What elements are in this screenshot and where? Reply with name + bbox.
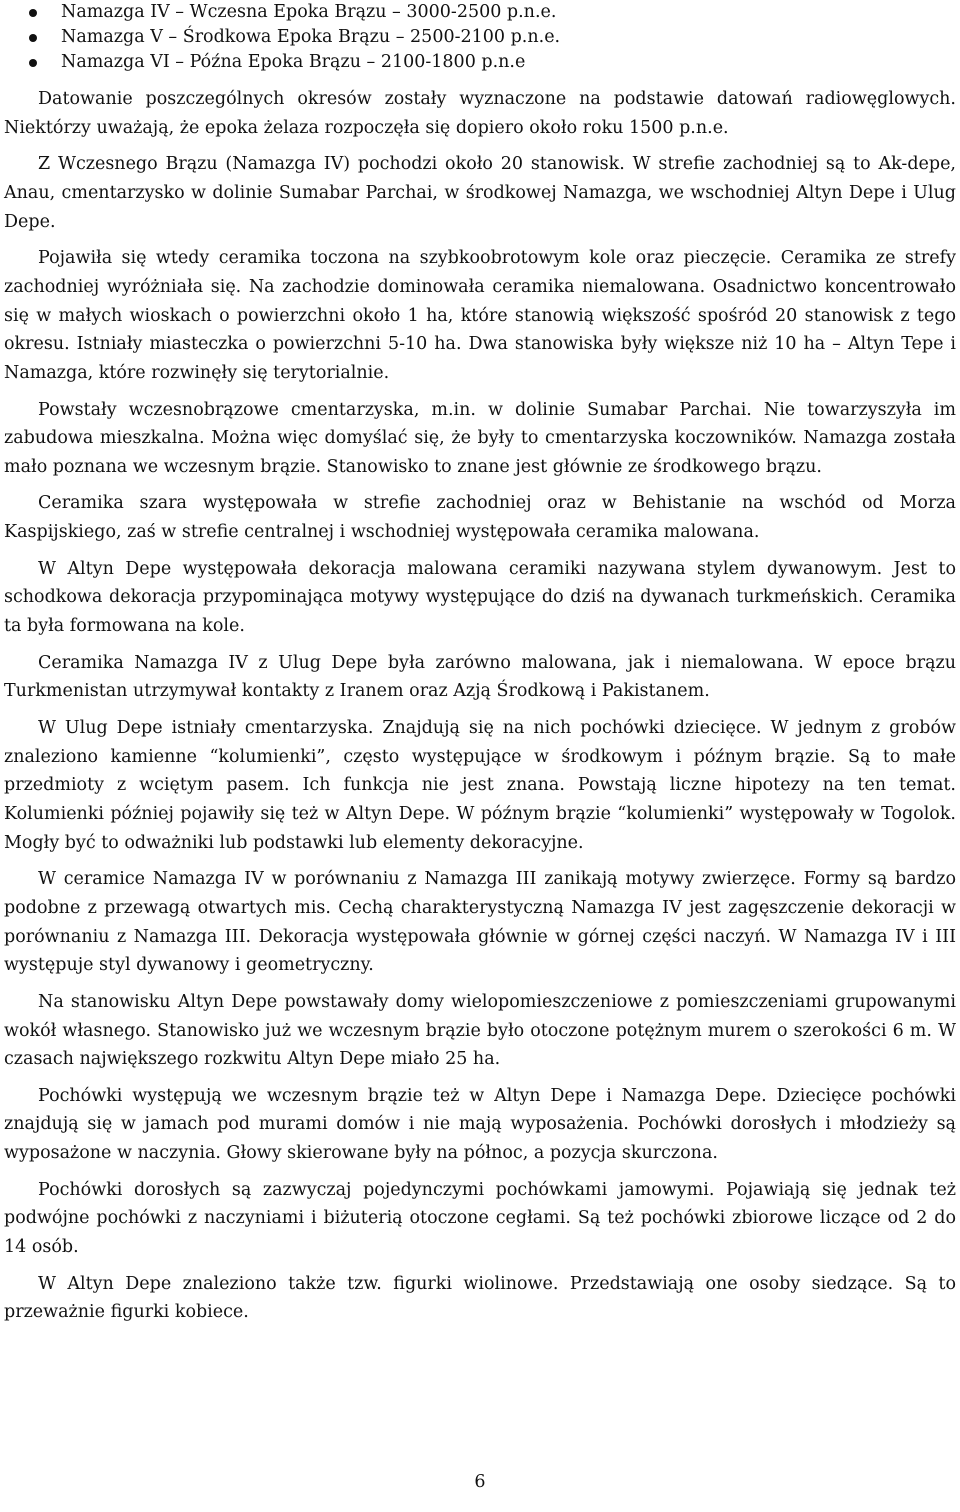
paragraph: Ceramika szara występowała w strefie zachodniej oraz w Behistanie na wschód od Morza Kaspijskiego, zaś w strefie centralnej i wschodniej występowała ceramika malowana.: [4, 493, 956, 543]
paragraph: W Altyn Depe występowała dekoracja malowana ceramiki nazywana stylem dywanowym. Jest to schodkowa dekoracja przypominająca motywy występujące do dziś na dywanach turkmeńskich. Ceramika ta była formowana na kole.: [4, 558, 956, 637]
paragraph: W Ulug Depe istniały cmentarzyska. Znajdują się na nich pochówki dziecięce. W jednym z grobów znaleziono kamienne “kolumienki”, często występujące w środkowym i późnym brązie. Są to małe przedmioty z wciętym pasem. Ich funkcja nie jest znana. Powstają liczne hipotezy na ten temat. Kolumienki później pojawiły się też w Altyn Depe. W późnym brązie “kolumienki” występowały w Togolok. Mogły być to odważniki lub podstawki lub elementy dekoracyjne.: [4, 718, 956, 853]
list-item: Namazga IV – Wczesna Epoka Brązu – 3000-2500 p.n.e.: [4, 0, 956, 25]
paragraph: Ceramika Namazga IV z Ulug Depe była zarówno malowana, jak i niemalowana. W epoce brązu Turkmenistan utrzymywał kontakty z Iranem oraz Azją Środkową i Pakistanem.: [4, 652, 956, 702]
paragraph: Powstały wczesnobrązowe cmentarzyska, m.in. w dolinie Sumabar Parchai. Nie towarzyszyła im zabudowa mieszkalna. Można więc domyślać się, że były to cmentarzyska koczowników. Namazga została mało poznana we wczesnym brązie. Stanowisko to znane jest głównie ze środkowego brązu.: [4, 399, 956, 477]
paragraph: Pochówki dorosłych są zazwyczaj pojedynczymi pochówkami jamowymi. Pojawiają się jednak też podwójne pochówki z naczyniami i biżuterią otoczone cegłami. Są też pochówki zbiorowe liczące od 2 do 14 osób.: [4, 1179, 956, 1258]
document-page: [4, 0, 956, 1335]
paragraph: W ceramice Namazga IV w porównaniu z Namazga III zanikają motywy zwierzęce. Formy są bardzo podobne z przewagą otwartych mis. Cechą charakterystyczną Namazga IV jest zagęszczenie dekoracji w porównaniu z Namazga III. Dekoracja występowała głównie w górnej części naczyń. W Namazga IV i III występuje styl dywanowy i geometryczny.: [4, 869, 956, 976]
paragraph: Datowanie poszczególnych okresów zostały wyznaczone na podstawie datowań radiowęglowych. Niektórzy uważają, że epoka żelaza rozpoczęła się dopiero około roku 1500 p.n.e.: [4, 89, 956, 138]
page-number: 6: [474, 1472, 486, 1492]
list-item: Namazga V – Środkowa Epoka Brązu – 2500-2100 p.n.e.: [4, 25, 956, 50]
bullet-icon: [29, 59, 37, 67]
paragraph: Pochówki występują we wczesnym brązie też w Altyn Depe i Namazga Depe. Dziecięce pochówki znajdują się w jamach pod murami domów i nie mają wyposażenia. Pochówki dorosłych i młodzieży są wyposażone w naczynia. Głowy skierowane były na północ, a pozycja skurczona.: [4, 1085, 956, 1164]
bullet-icon: [29, 9, 37, 17]
paragraph: Na stanowisku Altyn Depe powstawały domy wielopomieszczeniowe z pomieszczeniami grupowanymi wokół własnego. Stanowisko już we wczesnym brązie było otoczone potężnym murem o szerokości 6 m. W czasach największego rozkwitu Altyn Depe miało 25 ha.: [4, 991, 956, 1070]
paragraph: Z Wczesnego Brązu (Namazga IV) pochodzi około 20 stanowisk. W strefie zachodniej są to Ak-depe, Anau, cmentarzysko w dolinie Sumabar Parchai, w środkowej Namazga, we wschodniej Altyn Depe i Ulug Depe.: [4, 154, 956, 232]
paragraph: Pojawiła się wtedy ceramika toczona na szybkoobrotowym kole oraz pieczęcie. Ceramika ze strefy zachodniej wyróżniała się. Na zachodzie dominowała ceramika niemalowana. Osadnictwo koncentrowało się w małych wioskach o powierzchni około 1 ha, które stanowią większość spośród 20 stanowisk z tego okresu. Istniały miasteczka o powierzchni 5-10 ha. Dwa stanowiska były większe niż 10 ha – Altyn Tepe i Namazga, które rozwinęły się terytorialnie.: [4, 248, 956, 383]
period-list: [4, 0, 956, 75]
body-text: [4, 85, 956, 1327]
bullet-icon: [29, 34, 37, 42]
list-item: Namazga VI – Późna Epoka Brązu – 2100-1800 p.n.e: [4, 50, 956, 75]
paragraph: W Altyn Depe znaleziono także tzw. figurki wiolinowe. Przedstawiają one osoby siedzące. Są to przeważnie figurki kobiece.: [4, 1273, 956, 1323]
